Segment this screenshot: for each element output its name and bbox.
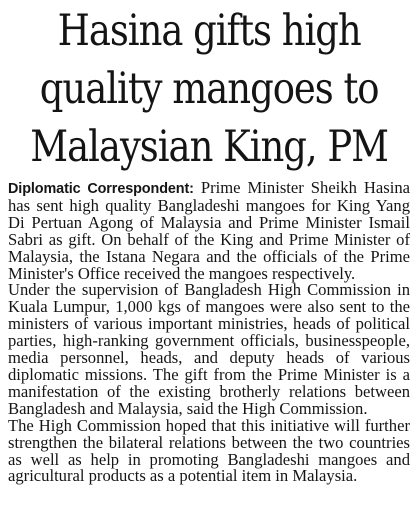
headline <box>8 2 409 176</box>
headline-line-1: Hasina gifts high <box>57 6 361 56</box>
byline: Diplomatic Correspondent: <box>8 181 194 197</box>
headline-line-3: Malaysian King, PM <box>30 122 388 172</box>
paragraph-2: Under the supervision of Bangladesh High Commission in Kuala Lumpur, 1,000 kgs of mangoes were also sent to the ministers of various important ministries, heads of political parties, high-ranking government officials, businesspeople, media personnel, heads, and deputy heads of various diplomatic missions. The gift from the Prime Minister is a manifestation of the existing brotherly relations between Bangladesh and Malaysia, said the High Commission. <box>8 280 410 418</box>
article-body <box>8 180 410 485</box>
headline-line-2: quality mangoes to <box>39 64 379 114</box>
paragraph-3: The High Commission hoped that this initiative will further strengthen the bilateral relations between the two countries as well as help in promoting Bangladeshi mangoes and agricultural products as a potential item in Malaysia. <box>8 415 410 486</box>
paragraph-1-text: Prime Minister Sheikh Hasina has sent high quality Bangladeshi mangoes for King Yang Di Pertuan Agong of Malaysia and Prime Minister Ismail Sabri as gift. On behalf of the King and Prime Minister of Malaysia, the Istana Negara and the officials of the Prime Minister's Office received the mangoes respectively. <box>8 178 410 283</box>
paragraph-1 <box>8 180 410 282</box>
